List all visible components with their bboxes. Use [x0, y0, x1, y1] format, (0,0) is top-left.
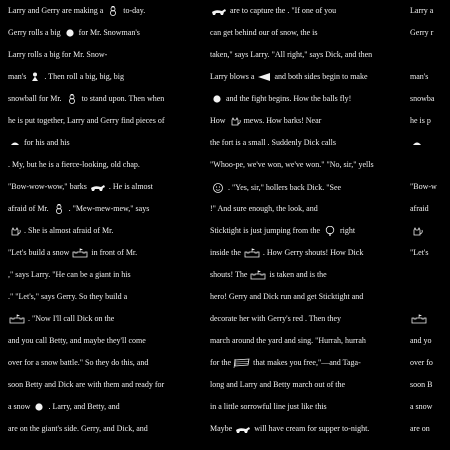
- line-text-before: snowball for Mr.: [8, 94, 64, 103]
- text-line: [210, 336, 366, 346]
- text-line: [410, 28, 433, 38]
- snowman-icon: [51, 204, 67, 214]
- line-text-before: he is p: [410, 116, 431, 125]
- line-text-after: of snow, the: [271, 28, 313, 37]
- text-line: [410, 138, 424, 148]
- text-line: [8, 160, 140, 170]
- line-text-extra: is: [312, 28, 318, 37]
- line-text-before: "Let's: [410, 248, 429, 257]
- text-line: [410, 358, 433, 368]
- text-line: [210, 28, 317, 38]
- line-text-extra: barks! Near: [283, 116, 322, 125]
- line-text-after: in front of Mr.: [89, 248, 138, 257]
- flag-icon: [233, 358, 251, 368]
- line-text-before: the fort is a small: [210, 138, 268, 147]
- line-text-before: inside the: [210, 248, 243, 257]
- line-text-after: ." "Let's," says Gerry. So they build a: [8, 292, 128, 301]
- text-line: [8, 204, 149, 214]
- line-text-before: taken," says Larry. "All right," says Dick, and then: [210, 50, 373, 59]
- line-text-before: for the: [210, 358, 234, 367]
- line-text-before: Larry blows a: [210, 72, 257, 81]
- dog-icon: [89, 182, 107, 192]
- text-line: [8, 182, 153, 192]
- line-text-before: Gerry rolls a big: [8, 28, 63, 37]
- line-text-after: . He is almost: [106, 182, 153, 191]
- cat-icon: [8, 226, 22, 236]
- line-text-after: . How Gerry shouts! How Dick: [260, 248, 364, 257]
- line-text-extra: . "If one of you: [287, 6, 337, 15]
- line-text-after: . "Mew-mew-mew," says: [66, 204, 150, 213]
- text-line: [8, 336, 146, 346]
- line-text-before: "Let's build a snow: [8, 248, 72, 257]
- text-line: [210, 116, 321, 126]
- line-text-before: long and Larry and Betty march out of the: [210, 380, 346, 389]
- line-text-before: over fo: [410, 358, 433, 367]
- line-text-before: are on the giant's side. Gerry, and Dick, and: [8, 424, 148, 433]
- line-text-before: snowba: [410, 94, 435, 103]
- text-line: [410, 116, 431, 126]
- line-text-before: afraid of Mr.: [8, 204, 51, 213]
- line-text-before: "Whoo-pe, we've won, we've won." "No, sir," yells: [210, 160, 374, 169]
- line-text-after: . "Yes, sir," hollers back Dick. "See: [226, 182, 342, 192]
- line-text-after: and the fight begins. How the balls fly!: [224, 94, 352, 103]
- text-line: [210, 248, 363, 258]
- line-text-extra: roll a big, big, big: [66, 72, 124, 81]
- castle-icon: [8, 314, 26, 324]
- line-text-before: march around the yard and sing. "Hurrah, hurrah: [210, 336, 366, 345]
- text-line: [410, 72, 428, 82]
- text-line: [8, 248, 137, 258]
- line-text-before: Larry a: [410, 6, 434, 15]
- snowball-icon: [32, 402, 46, 412]
- line-text-after: to stand upon. Then when: [79, 94, 165, 103]
- line-text-after: and both sides begin to make: [272, 72, 368, 81]
- line-text-after: . Larry, and Betty, and: [46, 402, 120, 411]
- text-line: [410, 380, 432, 390]
- snowman-icon: [64, 94, 80, 104]
- line-text-before: How: [210, 116, 228, 125]
- text-line: [8, 94, 164, 104]
- line-text-extra: is the: [309, 270, 327, 279]
- text-line: [8, 226, 113, 236]
- text-line: [410, 248, 428, 258]
- snowball-icon: [63, 28, 77, 38]
- text-line: [210, 226, 355, 236]
- text-line: [210, 94, 351, 104]
- horn-icon: [256, 72, 272, 82]
- text-line: [210, 50, 372, 60]
- boy-face-icon: [210, 182, 226, 194]
- text-line: [410, 226, 424, 236]
- line-text-before: afraid: [410, 204, 429, 213]
- line-text-after: is taken and: [267, 270, 310, 279]
- line-text-after: mews. How: [241, 116, 284, 125]
- text-line: [410, 314, 428, 324]
- text-line: [210, 358, 361, 368]
- line-text-before: can get behind our: [210, 28, 272, 37]
- text-line: [410, 402, 432, 412]
- snowball-icon: [210, 94, 224, 104]
- text-line: [210, 160, 374, 170]
- tree-icon: [322, 226, 338, 236]
- text-line: [8, 50, 107, 60]
- line-text-before: Sticktight is just jumping from the: [210, 226, 322, 235]
- line-text-before: soon B: [410, 380, 433, 389]
- line-text-before: are on: [410, 424, 430, 433]
- line-text-after: are to capture the: [228, 6, 288, 15]
- text-line: [8, 424, 148, 434]
- coal-icon: [8, 138, 22, 148]
- text-line: [210, 72, 368, 82]
- text-line: [8, 6, 145, 16]
- line-text-after: ," says Larry. "He can be a giant in his: [8, 270, 131, 279]
- text-line: [410, 94, 434, 104]
- dog-icon: [210, 6, 228, 16]
- text-line: [210, 292, 363, 302]
- line-text-before: in a little sorrowful line just like this: [210, 402, 327, 411]
- text-line: [210, 402, 327, 412]
- line-text-after: . Then: [42, 72, 67, 81]
- line-text-after: !" And sure enough, the: [210, 204, 288, 213]
- text-line: [410, 424, 430, 434]
- text-line: [210, 6, 336, 16]
- line-text-before: "Bow-w: [410, 182, 437, 191]
- castle-icon: [249, 270, 267, 280]
- line-text-before: "Bow-wow-wow," barks: [8, 182, 89, 191]
- text-line: [8, 292, 127, 302]
- coal-icon: [410, 138, 424, 148]
- line-text-extra: for Mr. Snow-: [61, 50, 108, 59]
- line-text-after: right: [338, 226, 356, 235]
- line-text-before: Maybe: [210, 424, 235, 433]
- cat-icon: [410, 226, 424, 236]
- text-line: [8, 116, 165, 126]
- line-text-before: a snow: [8, 402, 33, 411]
- line-text-before: he is put together, Larry and Gerry find pieces of: [8, 116, 165, 125]
- castle-icon: [71, 248, 89, 258]
- dog-icon: [234, 424, 252, 434]
- line-text-before: man's: [8, 72, 29, 81]
- text-line: [410, 6, 433, 16]
- line-text-before: Larry and Gerry are making a: [8, 6, 106, 15]
- line-text-before: over for a snow battle." So they do this, and: [8, 358, 149, 367]
- text-line: [8, 138, 70, 148]
- snowman-icon: [105, 6, 121, 16]
- text-line: [410, 182, 437, 192]
- line-text-after: . Suddenly Dick calls: [267, 138, 336, 147]
- text-line: [8, 28, 140, 38]
- line-text-before: hero! Gerry and Dick run and get Sticktight and: [210, 292, 364, 301]
- text-line: [210, 314, 341, 324]
- line-text-after: that makes you free,"—and Taga-: [251, 358, 361, 367]
- castle-icon: [410, 314, 428, 324]
- line-text-before: a snow: [410, 402, 433, 411]
- text-line: [210, 424, 369, 434]
- boy-icon: [28, 72, 42, 82]
- line-text-after: . "Now I'll call Dick on the: [26, 314, 115, 323]
- line-text-after: Larry rolls a big: [8, 50, 62, 59]
- castle-icon: [243, 248, 261, 258]
- text-line: [8, 380, 164, 390]
- text-line: [210, 380, 345, 390]
- line-text-after: . Then they: [304, 314, 342, 323]
- line-text-extra: look, and: [287, 204, 318, 213]
- text-line: [210, 138, 336, 148]
- text-line: [410, 204, 429, 214]
- line-text-before: soon Betty and Dick are with them and ready for: [8, 380, 165, 389]
- line-text-before: decorate her with Gerry's red: [210, 314, 305, 323]
- line-text-after: to-day.: [121, 6, 146, 15]
- text-line: [8, 358, 148, 368]
- cat-icon: [228, 116, 242, 126]
- text-line: [8, 270, 131, 280]
- line-text-after: for his: [22, 138, 47, 147]
- line-text-before: and yo: [410, 336, 432, 345]
- line-text-before: shouts! The: [210, 270, 250, 279]
- text-line: [8, 72, 124, 82]
- text-line: [8, 314, 114, 324]
- line-text-extra: and his: [46, 138, 70, 147]
- line-text-after: for Mr. Snowman's: [76, 28, 140, 37]
- line-text-after: will have cream for supper to-night.: [252, 424, 370, 433]
- line-text-after: . She is almost afraid of Mr.: [22, 226, 114, 235]
- line-text-before: man's: [410, 72, 429, 81]
- text-line: [210, 270, 327, 280]
- line-text-before: and you call Betty, and maybe they'll come: [8, 336, 146, 345]
- text-line: [210, 182, 341, 194]
- text-line: [210, 204, 318, 214]
- line-text-before: Gerry r: [410, 28, 434, 37]
- text-line: [410, 336, 432, 346]
- line-text-after: . My, but he is a fierce-looking, old chap.: [8, 160, 140, 169]
- text-line: [8, 402, 120, 412]
